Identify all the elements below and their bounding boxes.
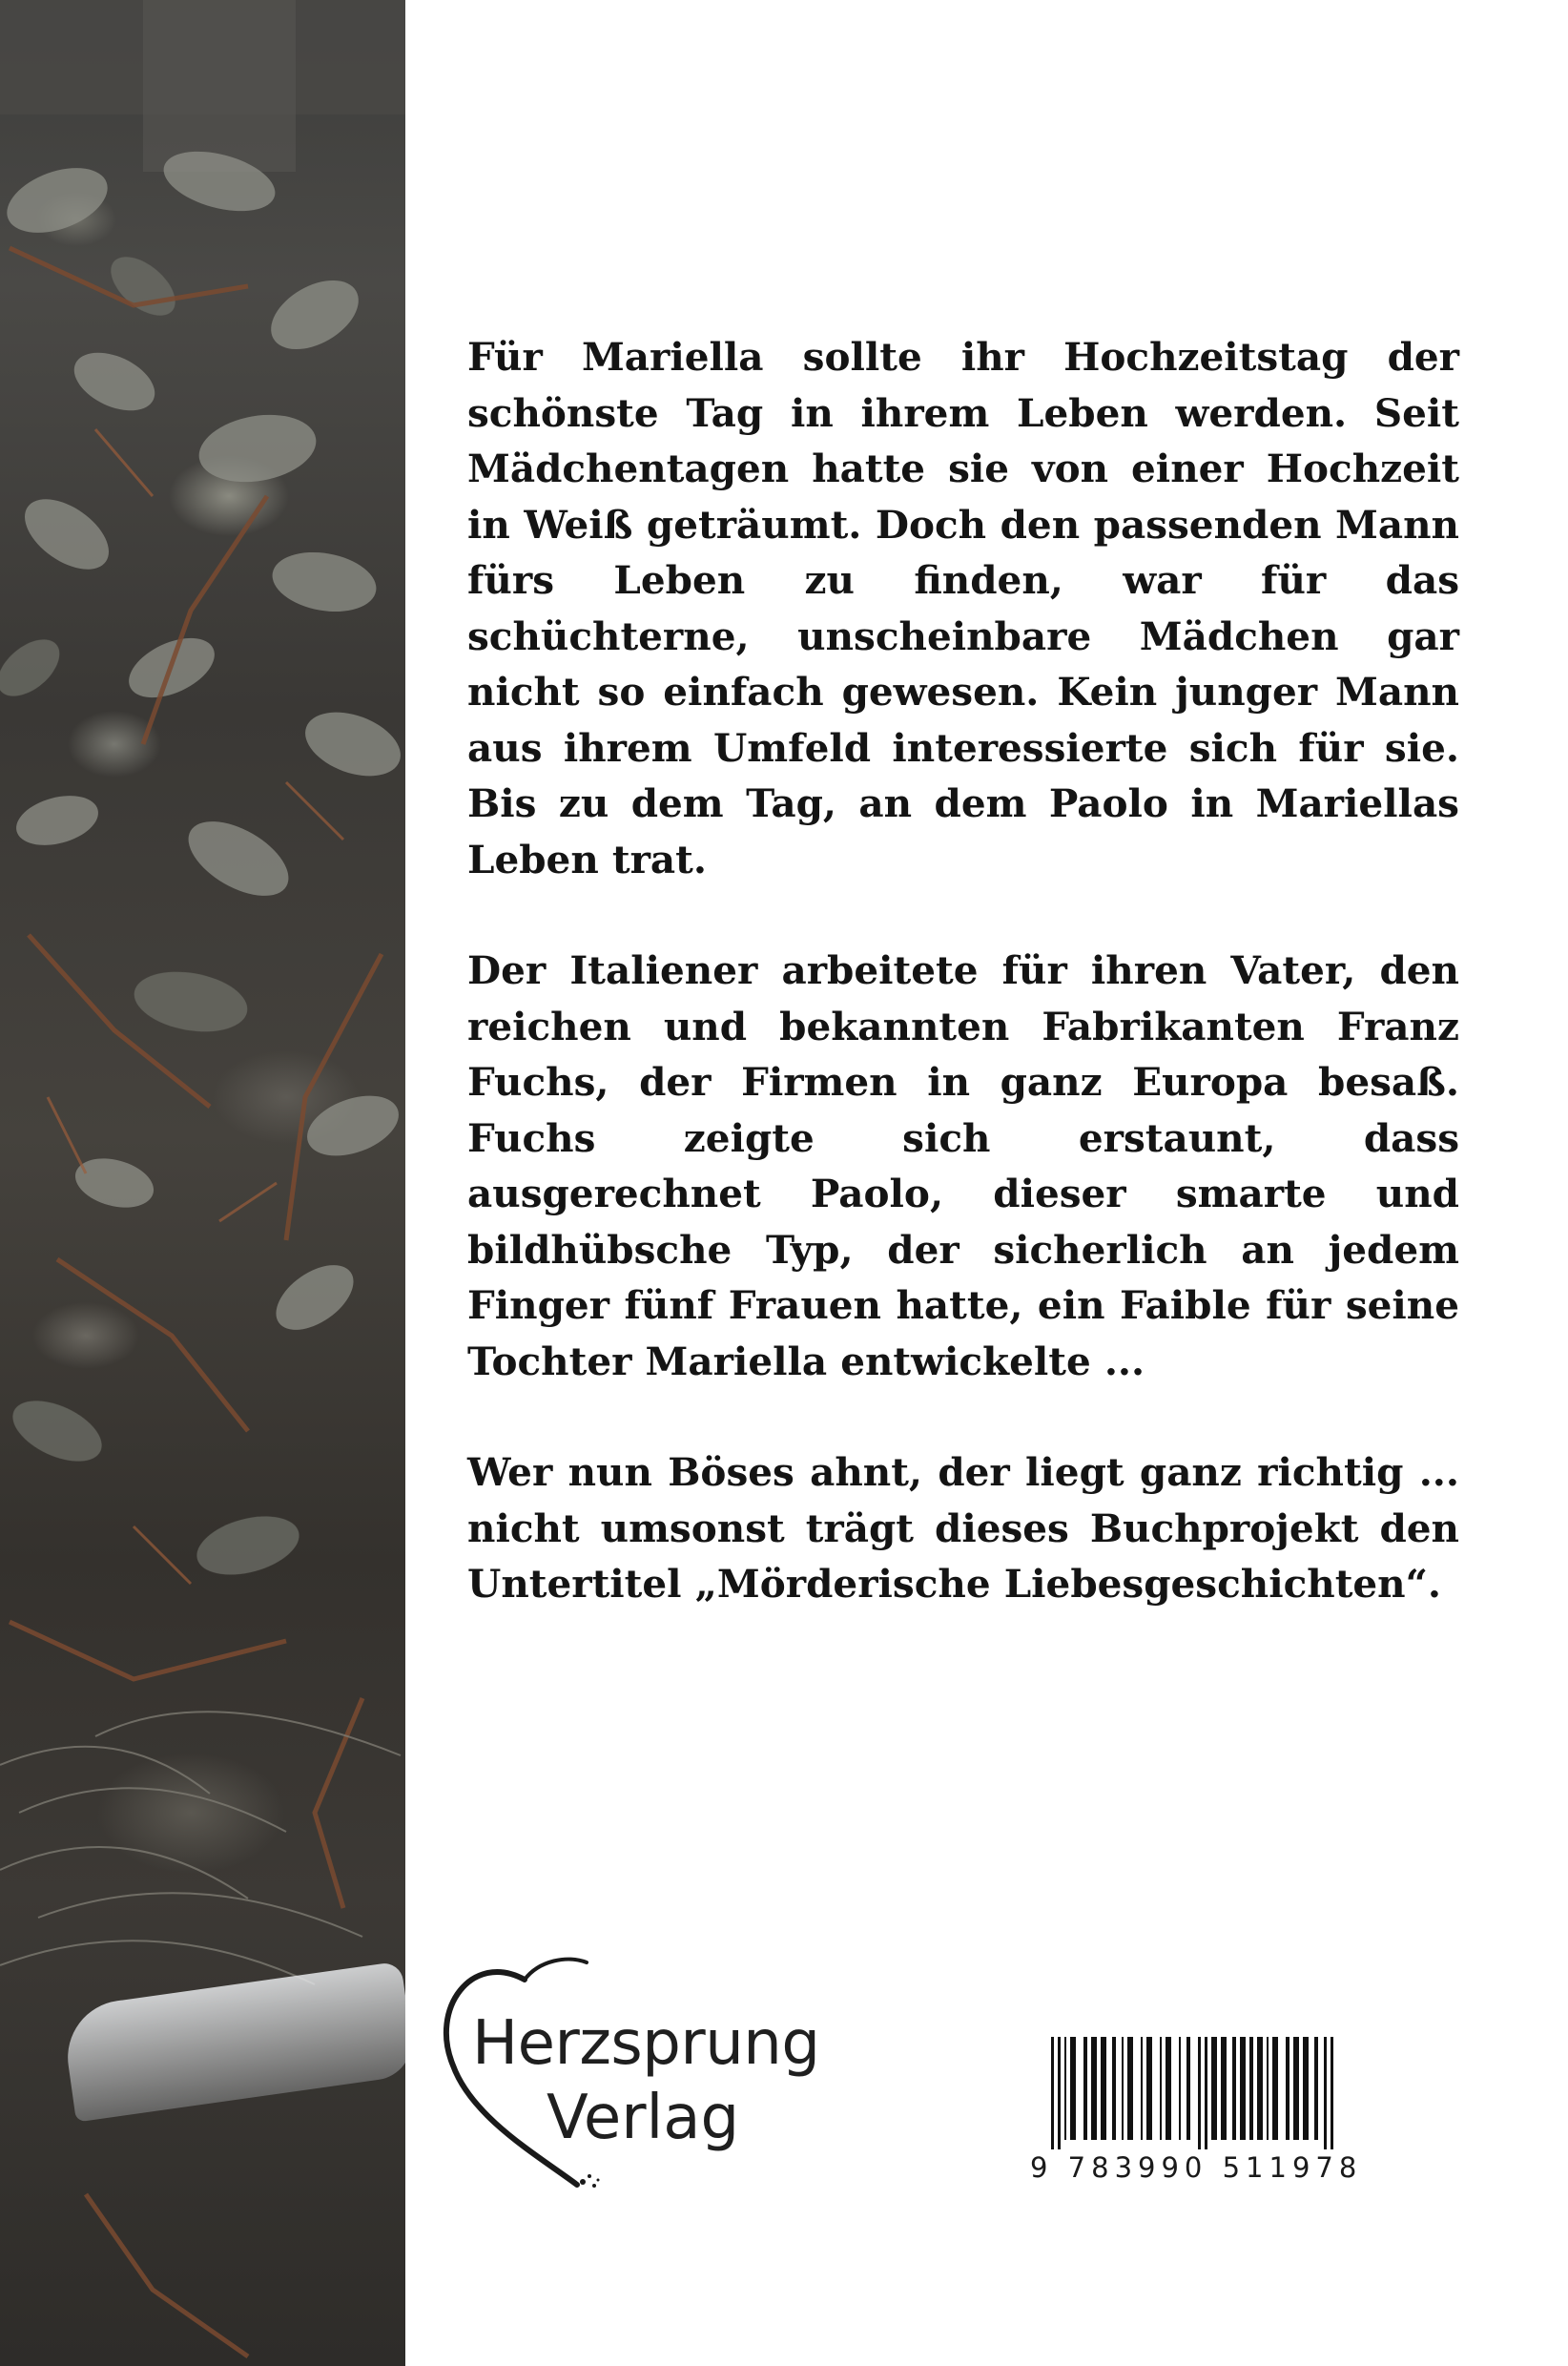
barcode-bar	[1286, 2037, 1289, 2140]
barcode-guard-bar	[1324, 2037, 1327, 2149]
publisher-name-line2: Verlag	[547, 2083, 740, 2153]
barcode-bar	[1293, 2037, 1299, 2140]
barcode-bar	[1122, 2037, 1124, 2140]
barcode-bar	[1314, 2037, 1318, 2140]
barcode-bar	[1101, 2037, 1106, 2140]
barcode-bar	[1267, 2037, 1269, 2140]
barcode-bar	[1240, 2037, 1246, 2140]
blurb-paragraph-1: Für Mariella sollte ihr Hochzeitstag der schönste Tag in ihrem Leben werden. Seit Mädchentagen hatte sie von einer Hochzeit in Weiß geträumt. Doch den passenden Mann fürs Leben zu finden, war für das schüchterne, unscheinbare Mädchen gar nicht so einfach gewesen. Kein junger Mann aus ihrem Umfeld interessierte sich für sie. Bis zu dem Tag, an dem Paolo in Mariellas Leben trat.	[467, 334, 1459, 882]
cover-photo-strip	[0, 0, 405, 2366]
barcode-bar	[1186, 2037, 1190, 2140]
barcode-bar	[1160, 2037, 1162, 2140]
barcode-bar	[1141, 2037, 1143, 2140]
barcode-bar	[1070, 2037, 1076, 2140]
barcode-guard-bar	[1205, 2037, 1207, 2149]
barcode-bar	[1232, 2037, 1236, 2140]
barcode-bar	[1091, 2037, 1097, 2140]
publisher-logo	[434, 1941, 820, 2194]
barcode-guard-bar	[1198, 2037, 1201, 2149]
back-cover-blurb	[467, 329, 1459, 1668]
blurb-paragraph-3: Wer nun Böses ahnt, der liegt ganz richtig ... nicht umsonst trägt dieses Buchprojekt den Untertitel „Mörderische Liebesgeschichten“.	[467, 1449, 1459, 1607]
barcode-guard-bar	[1058, 2037, 1061, 2149]
barcode-bar	[1211, 2037, 1217, 2140]
barcode-bar	[1166, 2037, 1171, 2140]
barcode-bar	[1221, 2037, 1227, 2140]
barcode-bar	[1303, 2037, 1309, 2140]
barcode-bar	[1257, 2037, 1263, 2140]
barcode-bar	[1249, 2037, 1253, 2140]
barcode-bar	[1272, 2037, 1278, 2140]
barcode-bar	[1112, 2037, 1116, 2140]
blurb-paragraph-2: Der Italiener arbeitete für ihren Vater, den reichen und bekannten Fabrikanten Franz Fuchs, der Firmen in ganz Europa besaß. Fuchs zeigte sich erstaunt, dass ausgerechnet Paolo, dieser smarte und bildhübsche Typ, der sicherlich an jedem Finger fünf Frauen hatte, ein Faible für seine Tochter Mariella entwickelte ...	[467, 947, 1459, 1384]
barcode-bar	[1064, 2037, 1066, 2140]
isbn-barcode	[1030, 2037, 1373, 2185]
publisher-name-line1: Herzsprung	[472, 2008, 820, 2079]
barcode-guard-bar	[1331, 2037, 1333, 2149]
barcode-bar	[1146, 2037, 1152, 2140]
barcode-bar	[1083, 2037, 1087, 2140]
barcode-guard-bar	[1051, 2037, 1054, 2149]
isbn-digits: 9 783990 511978	[1030, 2151, 1363, 2184]
barcode-bars	[1030, 2037, 1373, 2149]
barcode-bar	[1127, 2037, 1133, 2140]
barcode-bar	[1179, 2037, 1181, 2140]
